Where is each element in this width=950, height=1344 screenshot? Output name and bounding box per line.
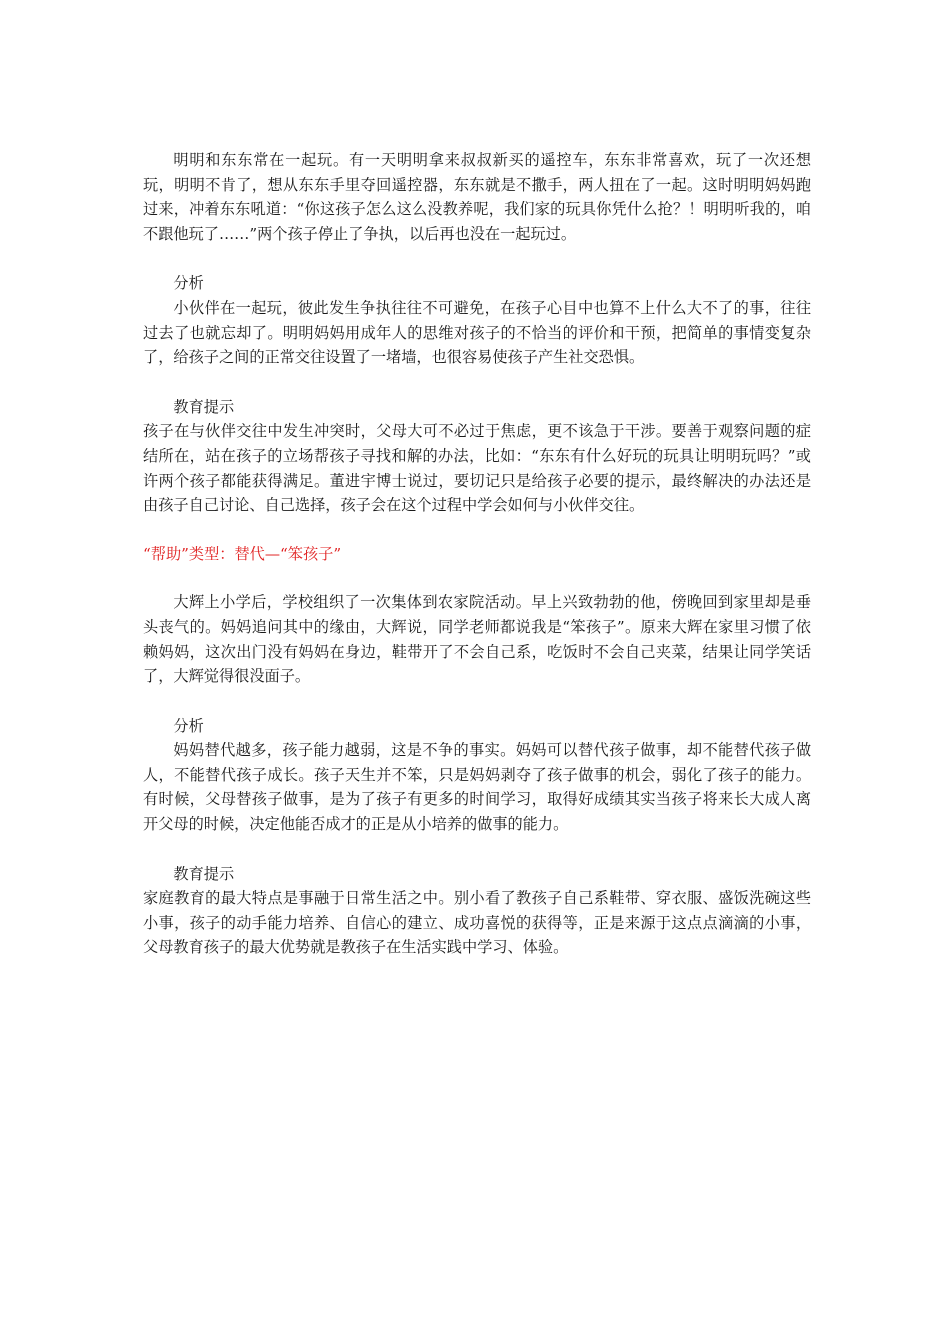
document-page xyxy=(143,148,811,960)
tip-paragraph-1: 孩子在与伙伴交往中发生冲突时，父母大可不必过于焦虑，更不该急于干涉。要善于观察问题的症结所在，站在孩子的立场帮孩子寻找和解的办法，比如：“东东有什么好玩的玩具让明明玩吗？”或许两个孩子都能获得满足。董进宇博士说过，要切记只是给孩子必要的提示，最终解决的办法还是由孩子自己讨论、自己选择，孩子会在这个过程中学会如何与小伙伴交往。 xyxy=(143,422,811,515)
spacer xyxy=(143,566,811,590)
spacer xyxy=(143,370,811,395)
analysis-paragraph-1: 小伙伴在一起玩，彼此发生争执往往不可避免，在孩子心目中也算不上什么大不了的事，往往过去了也就忘却了。明明妈妈用成年人的思维对孩子的不恰当的评价和干预，把简单的事情变复杂了，给孩子之间的正常交往设置了一堵墙，也很容易使孩子产生社交恐惧。 xyxy=(143,298,811,367)
section-heading: “帮助”类型：替代—“笨孩子” xyxy=(143,544,342,563)
spacer xyxy=(143,837,811,862)
analysis-label-1: 分析 xyxy=(173,274,204,293)
tip-label-2: 教育提示 xyxy=(173,864,235,883)
story-paragraph-1: 明明和东东常在一起玩。有一天明明拿来叔叔新买的遥控车，东东非常喜欢，玩了一次还想玩，明明不肯了，想从东东手里夺回遥控器，东东就是不撒手，两人扭在了一起。这时明明妈妈跑过来，冲着东东吼道：“你这孩子怎么这么没教养呢，我们家的玩具你凭什么抢？！明明听我的，咱不跟他玩了……”两个孩子停止了争执，以后再也没在一起玩过。 xyxy=(143,151,811,243)
spacer xyxy=(143,518,811,542)
spacer xyxy=(143,246,811,271)
tip-paragraph-2: 家庭教育的最大特点是事融于日常生活之中。别小看了教孩子自己系鞋带、穿衣服、盛饭洗碗这些小事，孩子的动手能力培养、自信心的建立、成功喜悦的获得等，正是来源于这点点滴滴的小事，父母教育孩子的最大优势就是教孩子在生活实践中学习、体验。 xyxy=(143,889,811,957)
spacer xyxy=(143,689,811,714)
analysis-label-2: 分析 xyxy=(173,716,204,735)
story-paragraph-2: 大辉上小学后，学校组织了一次集体到农家院活动。早上兴致勃勃的他，傍晚回到家里却是垂头丧气的。妈妈追问其中的缘由，大辉说，同学老师都说我是“笨孩子”。原来大辉在家里习惯了依赖妈妈，这次出门没有妈妈在身边，鞋带开了不会自己系，吃饭时不会自己夹菜，结果让同学笑话了，大辉觉得很没面子。 xyxy=(143,593,811,686)
analysis-paragraph-2: 妈妈替代越多，孩子能力越弱，这是不争的事实。妈妈可以替代孩子做事，却不能替代孩子做人，不能替代孩子成长。孩子天生并不笨，只是妈妈剥夺了孩子做事的机会，弱化了孩子的能力。有时候，父母替孩子做事，是为了孩子有更多的时间学习，取得好成绩其实当孩子将来长大成人离开父母的时候，决定他能否成才的正是从小培养的做事的能力。 xyxy=(143,741,811,834)
tip-label-1: 教育提示 xyxy=(173,397,235,416)
